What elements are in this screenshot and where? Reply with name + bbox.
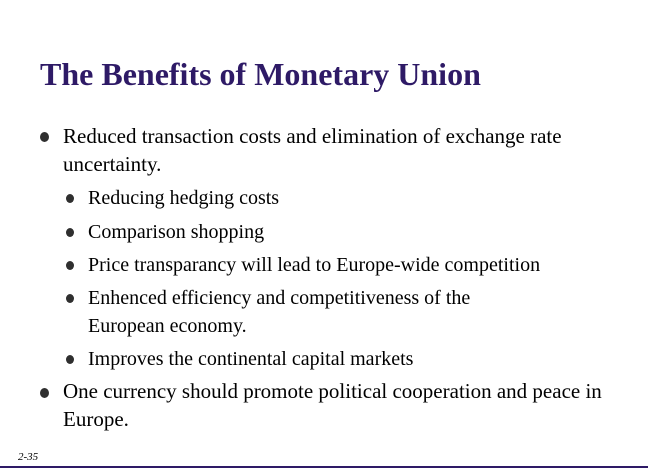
sub-bullet-icon	[66, 261, 74, 270]
sub-bullet-text: Enhenced efficiency and competitiveness of the European economy.	[88, 287, 471, 337]
slide-number: 2-35	[18, 451, 39, 463]
bullet-icon	[40, 132, 49, 142]
sub-bullet-text: Reducing hedging costs	[88, 187, 280, 209]
slide-title: The Benefits of Monetary Union	[40, 56, 481, 92]
sub-bullet-text: Improves the continental capital markets	[88, 348, 414, 370]
sub-bullet-icon	[66, 194, 74, 203]
sub-bullet-icon	[66, 294, 74, 303]
sub-bullet-text: Comparison shopping	[88, 221, 265, 243]
sub-bullet-text: Price transparancy will lead to Europe-wide competition	[88, 254, 541, 276]
bullet-icon	[40, 388, 49, 398]
bullet-text: Reduced transaction costs and elimination of exchange rate uncertainty.	[63, 124, 562, 176]
sub-bullet-icon	[66, 355, 74, 364]
bullet-text: One currency should promote political cooperation and peace in Europe.	[63, 379, 602, 431]
sub-bullet-icon	[66, 228, 74, 237]
